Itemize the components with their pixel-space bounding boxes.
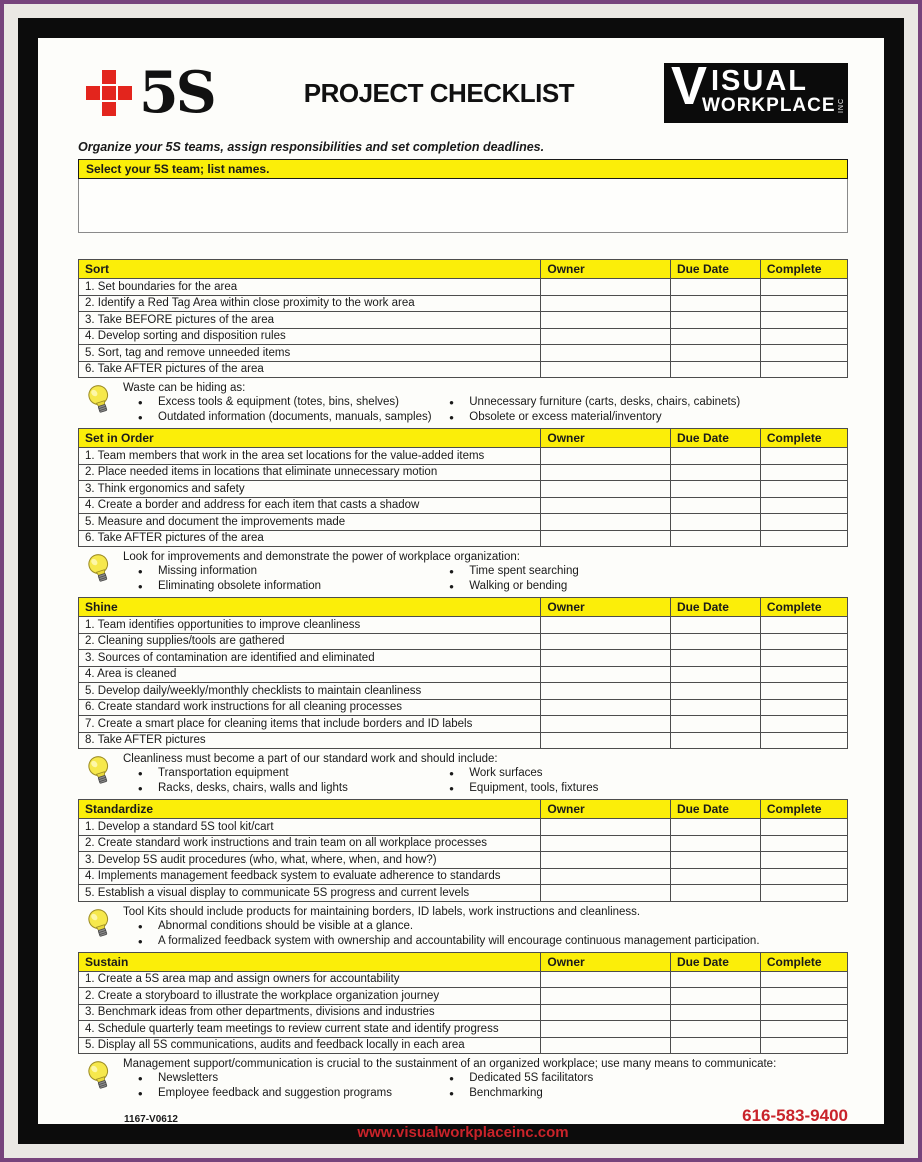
complete-cell[interactable] <box>760 1004 847 1021</box>
owner-cell[interactable] <box>541 345 671 362</box>
owner-cell[interactable] <box>541 819 671 836</box>
task-row <box>79 1021 848 1038</box>
tip-bullet: • Newsletters <box>123 1071 449 1086</box>
task-row <box>79 699 848 716</box>
owner-cell[interactable] <box>541 852 671 869</box>
task-row <box>79 971 848 988</box>
task-label: 4. Create a border and address for each item that casts a shadow <box>79 497 541 514</box>
tip-bullet: • Missing information <box>123 564 449 579</box>
owner-cell[interactable] <box>541 868 671 885</box>
complete-cell[interactable] <box>760 1037 847 1054</box>
column-header-complete: Complete <box>760 952 847 971</box>
lightbulb-icon <box>86 906 113 940</box>
owner-cell[interactable] <box>541 312 671 329</box>
visual-workplace-logo <box>664 56 848 123</box>
task-row <box>79 530 848 547</box>
lightbulb-icon <box>86 551 113 585</box>
due-date-cell[interactable] <box>670 666 760 683</box>
tip-block <box>78 378 848 428</box>
due-date-cell[interactable] <box>670 312 760 329</box>
due-date-cell[interactable] <box>670 1004 760 1021</box>
red-cross-icon <box>86 70 132 116</box>
tip-bullet-columns <box>123 564 848 594</box>
document-page <box>38 38 884 1141</box>
tip-bullet: • Abnormal conditions should be visible at a glance. <box>123 919 848 934</box>
tip-block <box>78 902 848 952</box>
complete-cell[interactable] <box>760 885 847 902</box>
tip-block <box>78 1054 848 1104</box>
tip-intro: Cleanliness must become a part of our standard work and should include: <box>123 753 498 765</box>
task-row <box>79 312 848 329</box>
owner-cell[interactable] <box>541 1021 671 1038</box>
due-date-cell[interactable] <box>670 514 760 531</box>
tip-content <box>123 1057 848 1101</box>
task-label: 1. Develop a standard 5S tool kit/cart <box>79 819 541 836</box>
complete-cell[interactable] <box>760 514 847 531</box>
task-label: 4. Implements management feedback system to evaluate adherence to standards <box>79 868 541 885</box>
task-label: 7. Create a smart place for cleaning items that include borders and ID labels <box>79 716 541 733</box>
owner-cell[interactable] <box>541 716 671 733</box>
complete-cell[interactable] <box>760 868 847 885</box>
due-date-cell[interactable] <box>670 464 760 481</box>
due-date-cell[interactable] <box>670 497 760 514</box>
column-header-complete: Complete <box>760 598 847 617</box>
tip-bullets-left <box>123 919 848 949</box>
complete-cell[interactable] <box>760 683 847 700</box>
brand-v: V <box>671 56 708 116</box>
website-link[interactable]: www.visualworkplaceinc.com <box>357 1124 569 1141</box>
complete-cell[interactable] <box>760 716 847 733</box>
tip-block <box>78 547 848 597</box>
lightbulb-icon <box>86 1058 113 1092</box>
tip-bullets-right <box>449 395 848 425</box>
5s-logo-text: 5S <box>139 59 214 127</box>
column-header-due-date: Due Date <box>670 952 760 971</box>
task-label: 3. Take BEFORE pictures of the area <box>79 312 541 329</box>
owner-cell[interactable] <box>541 514 671 531</box>
task-label: 6. Take AFTER pictures of the area <box>79 361 541 378</box>
task-row <box>79 633 848 650</box>
due-date-cell[interactable] <box>670 328 760 345</box>
task-label: 1. Create a 5S area map and assign owners for accountability <box>79 971 541 988</box>
due-date-cell[interactable] <box>670 279 760 296</box>
owner-cell[interactable] <box>541 279 671 296</box>
due-date-cell[interactable] <box>670 650 760 667</box>
task-label: 5. Establish a visual display to communicate 5S progress and current levels <box>79 885 541 902</box>
tip-content <box>123 905 848 949</box>
due-date-cell[interactable] <box>670 295 760 312</box>
task-row <box>79 650 848 667</box>
due-date-cell[interactable] <box>670 835 760 852</box>
complete-cell[interactable] <box>760 530 847 547</box>
task-row <box>79 481 848 498</box>
column-header-complete: Complete <box>760 429 847 448</box>
complete-cell[interactable] <box>760 835 847 852</box>
column-header-owner: Owner <box>541 598 671 617</box>
due-date-cell[interactable] <box>670 988 760 1005</box>
task-label: 2. Create a storyboard to illustrate the workplace organization journey <box>79 988 541 1005</box>
owner-cell[interactable] <box>541 699 671 716</box>
checklist-table-set-in-order <box>78 428 848 547</box>
task-row <box>79 497 848 514</box>
footer <box>78 1106 848 1141</box>
tip-bullets-right <box>449 1071 848 1101</box>
checklist-sections <box>78 259 848 1104</box>
complete-cell[interactable] <box>760 699 847 716</box>
task-label: 3. Sources of contamination are identified and eliminated <box>79 650 541 667</box>
complete-cell[interactable] <box>760 852 847 869</box>
tip-bullet-columns <box>123 1071 848 1101</box>
task-row <box>79 666 848 683</box>
section-header-row <box>79 260 848 279</box>
owner-cell[interactable] <box>541 1037 671 1054</box>
due-date-cell[interactable] <box>670 617 760 634</box>
tip-bullets-left <box>123 1071 449 1101</box>
team-select-header: Select your 5S team; list names. <box>78 159 848 179</box>
tip-bullets-left <box>123 766 449 796</box>
complete-cell[interactable] <box>760 295 847 312</box>
due-date-cell[interactable] <box>670 633 760 650</box>
column-header-complete: Complete <box>760 800 847 819</box>
owner-cell[interactable] <box>541 732 671 749</box>
task-label: 3. Think ergonomics and safety <box>79 481 541 498</box>
tip-block <box>78 749 848 799</box>
task-label: 2. Create standard work instructions and train team on all workplace processes <box>79 835 541 852</box>
due-date-cell[interactable] <box>670 852 760 869</box>
owner-cell[interactable] <box>541 650 671 667</box>
tip-bullets-right <box>449 766 848 796</box>
5s-logo <box>86 59 214 127</box>
task-label: 2. Place needed items in locations that eliminate unnecessary motion <box>79 464 541 481</box>
checklist-table-sort <box>78 259 848 378</box>
task-row <box>79 1004 848 1021</box>
task-row <box>79 448 848 465</box>
column-header-due-date: Due Date <box>670 598 760 617</box>
task-row <box>79 328 848 345</box>
section-header-row <box>79 800 848 819</box>
complete-cell[interactable] <box>760 971 847 988</box>
owner-cell[interactable] <box>541 683 671 700</box>
checklist-table-sustain <box>78 952 848 1055</box>
owner-cell[interactable] <box>541 497 671 514</box>
complete-cell[interactable] <box>760 988 847 1005</box>
owner-cell[interactable] <box>541 1004 671 1021</box>
tip-bullet: • Unnecessary furniture (carts, desks, chairs, cabinets) <box>449 395 848 410</box>
task-label: 2. Cleaning supplies/tools are gathered <box>79 633 541 650</box>
owner-cell[interactable] <box>541 666 671 683</box>
due-date-cell[interactable] <box>670 1021 760 1038</box>
owner-cell[interactable] <box>541 448 671 465</box>
task-label: 3. Develop 5S audit procedures (who, what, where, when, and how?) <box>79 852 541 869</box>
due-date-cell[interactable] <box>670 448 760 465</box>
complete-cell[interactable] <box>760 448 847 465</box>
task-row <box>79 1037 848 1054</box>
column-header-owner: Owner <box>541 260 671 279</box>
tip-bullet: • Benchmarking <box>449 1086 848 1101</box>
owner-cell[interactable] <box>541 328 671 345</box>
complete-cell[interactable] <box>760 328 847 345</box>
section-set-in-order <box>78 428 848 597</box>
owner-cell[interactable] <box>541 361 671 378</box>
complete-cell[interactable] <box>760 497 847 514</box>
brand-workplace: WORKPLACE <box>702 95 836 116</box>
section-sort <box>78 259 848 428</box>
due-date-cell[interactable] <box>670 732 760 749</box>
section-header-row <box>79 598 848 617</box>
complete-cell[interactable] <box>760 481 847 498</box>
section-title: Standardize <box>79 800 541 819</box>
tip-bullet: • Obsolete or excess material/inventory <box>449 410 848 425</box>
column-header-due-date: Due Date <box>670 429 760 448</box>
tip-bullet-columns <box>123 766 848 796</box>
task-label: 6. Take AFTER pictures of the area <box>79 530 541 547</box>
due-date-cell[interactable] <box>670 699 760 716</box>
team-names-box[interactable] <box>78 179 848 233</box>
task-label: 5. Measure and document the improvements made <box>79 514 541 531</box>
task-row <box>79 514 848 531</box>
owner-cell[interactable] <box>541 988 671 1005</box>
task-row <box>79 617 848 634</box>
section-title: Sort <box>79 260 541 279</box>
brand-isual: ISUAL <box>711 65 808 97</box>
brand-inc: INC <box>837 97 845 114</box>
task-label: 3. Benchmark ideas from other departments, divisions and industries <box>79 1004 541 1021</box>
task-row <box>79 345 848 362</box>
column-header-due-date: Due Date <box>670 260 760 279</box>
phone-number: 616-583-9400 <box>742 1106 848 1125</box>
tip-bullet: • Outdated information (documents, manuals, samples) <box>123 410 449 425</box>
complete-cell[interactable] <box>760 361 847 378</box>
complete-cell[interactable] <box>760 819 847 836</box>
task-row <box>79 868 848 885</box>
tip-bullet: • Walking or bending <box>449 579 848 594</box>
owner-cell[interactable] <box>541 481 671 498</box>
complete-cell[interactable] <box>760 279 847 296</box>
task-row <box>79 279 848 296</box>
form-code: 1167-V0612 <box>124 1114 178 1125</box>
checklist-table-shine <box>78 597 848 749</box>
instruction-text: Organize your 5S teams, assign responsibilities and set completion deadlines. <box>78 140 545 154</box>
section-title: Shine <box>79 598 541 617</box>
tip-bullets-right <box>449 564 848 594</box>
complete-cell[interactable] <box>760 345 847 362</box>
tip-bullet: • Employee feedback and suggestion programs <box>123 1086 449 1101</box>
due-date-cell[interactable] <box>670 345 760 362</box>
tip-bullet: • Excess tools & equipment (totes, bins, shelves) <box>123 395 449 410</box>
tip-bullet: • Work surfaces <box>449 766 848 781</box>
task-label: 5. Sort, tag and remove unneeded items <box>79 345 541 362</box>
task-label: 2. Identify a Red Tag Area within close proximity to the work area <box>79 295 541 312</box>
header <box>78 56 848 130</box>
section-standardize <box>78 799 848 952</box>
task-row <box>79 852 848 869</box>
tip-bullet: • Time spent searching <box>449 564 848 579</box>
complete-cell[interactable] <box>760 617 847 634</box>
task-row <box>79 732 848 749</box>
task-row <box>79 295 848 312</box>
complete-cell[interactable] <box>760 633 847 650</box>
task-label: 4. Area is cleaned <box>79 666 541 683</box>
section-title: Sustain <box>79 952 541 971</box>
tip-bullet: • Eliminating obsolete information <box>123 579 449 594</box>
tip-intro: Look for improvements and demonstrate the power of workplace organization: <box>123 551 520 563</box>
owner-cell[interactable] <box>541 530 671 547</box>
lightbulb-icon <box>86 753 113 787</box>
tip-bullet-columns <box>123 919 848 949</box>
tip-bullets-left <box>123 564 449 594</box>
task-row <box>79 835 848 852</box>
section-header-row <box>79 429 848 448</box>
task-row <box>79 988 848 1005</box>
due-date-cell[interactable] <box>670 885 760 902</box>
due-date-cell[interactable] <box>670 868 760 885</box>
tip-bullet-columns <box>123 395 848 425</box>
due-date-cell[interactable] <box>670 481 760 498</box>
owner-cell[interactable] <box>541 971 671 988</box>
tip-bullet: • Transportation equipment <box>123 766 449 781</box>
column-header-due-date: Due Date <box>670 800 760 819</box>
section-header-row <box>79 952 848 971</box>
owner-cell[interactable] <box>541 633 671 650</box>
task-label: 1. Set boundaries for the area <box>79 279 541 296</box>
owner-cell[interactable] <box>541 464 671 481</box>
tip-content <box>123 550 848 594</box>
tip-bullet: • Equipment, tools, fixtures <box>449 781 848 796</box>
task-label: 5. Display all 5S communications, audits and feedback locally in each area <box>79 1037 541 1054</box>
due-date-cell[interactable] <box>670 361 760 378</box>
tip-content <box>123 381 848 425</box>
tip-intro: Management support/communication is crucial to the sustainment of an organized workplace; use many means to communicate: <box>123 1058 777 1070</box>
task-label: 4. Schedule quarterly team meetings to review current state and identify progress <box>79 1021 541 1038</box>
task-row <box>79 683 848 700</box>
tip-bullet: • Dedicated 5S facilitators <box>449 1071 848 1086</box>
owner-cell[interactable] <box>541 885 671 902</box>
task-label: 6. Create standard work instructions for all cleaning processes <box>79 699 541 716</box>
due-date-cell[interactable] <box>670 716 760 733</box>
complete-cell[interactable] <box>760 650 847 667</box>
task-label: 8. Take AFTER pictures <box>79 732 541 749</box>
complete-cell[interactable] <box>760 312 847 329</box>
complete-cell[interactable] <box>760 1021 847 1038</box>
task-label: 1. Team members that work in the area set locations for the value-added items <box>79 448 541 465</box>
tip-intro: Waste can be hiding as: <box>123 382 246 394</box>
task-row <box>79 361 848 378</box>
column-header-complete: Complete <box>760 260 847 279</box>
task-label: 1. Team identifies opportunities to improve cleanliness <box>79 617 541 634</box>
task-row <box>79 819 848 836</box>
tip-bullet: • A formalized feedback system with ownership and accountability will encourage continuous management participation. <box>123 934 848 949</box>
column-header-owner: Owner <box>541 952 671 971</box>
due-date-cell[interactable] <box>670 530 760 547</box>
due-date-cell[interactable] <box>670 819 760 836</box>
task-label: 4. Develop sorting and disposition rules <box>79 328 541 345</box>
lightbulb-icon <box>86 382 113 416</box>
task-row <box>79 464 848 481</box>
section-title: Set in Order <box>79 429 541 448</box>
task-row <box>79 885 848 902</box>
task-row <box>79 716 848 733</box>
owner-cell[interactable] <box>541 617 671 634</box>
due-date-cell[interactable] <box>670 971 760 988</box>
checklist-table-standardize <box>78 799 848 902</box>
due-date-cell[interactable] <box>670 1037 760 1054</box>
tip-bullet: • Racks, desks, chairs, walls and lights <box>123 781 449 796</box>
owner-cell[interactable] <box>541 835 671 852</box>
tip-intro: Tool Kits should include products for maintaining borders, ID labels, work instructions and cleanliness. <box>123 905 641 918</box>
section-sustain <box>78 952 848 1105</box>
column-header-owner: Owner <box>541 800 671 819</box>
task-label: 5. Develop daily/weekly/monthly checklists to maintain cleanliness <box>79 683 541 700</box>
column-header-owner: Owner <box>541 429 671 448</box>
section-shine <box>78 597 848 799</box>
tip-bullets-left <box>123 395 449 425</box>
page-title: PROJECT CHECKLIST <box>303 77 575 108</box>
footer-row <box>78 1106 848 1126</box>
tip-content <box>123 752 848 796</box>
complete-cell[interactable] <box>760 464 847 481</box>
complete-cell[interactable] <box>760 666 847 683</box>
complete-cell[interactable] <box>760 732 847 749</box>
owner-cell[interactable] <box>541 295 671 312</box>
due-date-cell[interactable] <box>670 683 760 700</box>
